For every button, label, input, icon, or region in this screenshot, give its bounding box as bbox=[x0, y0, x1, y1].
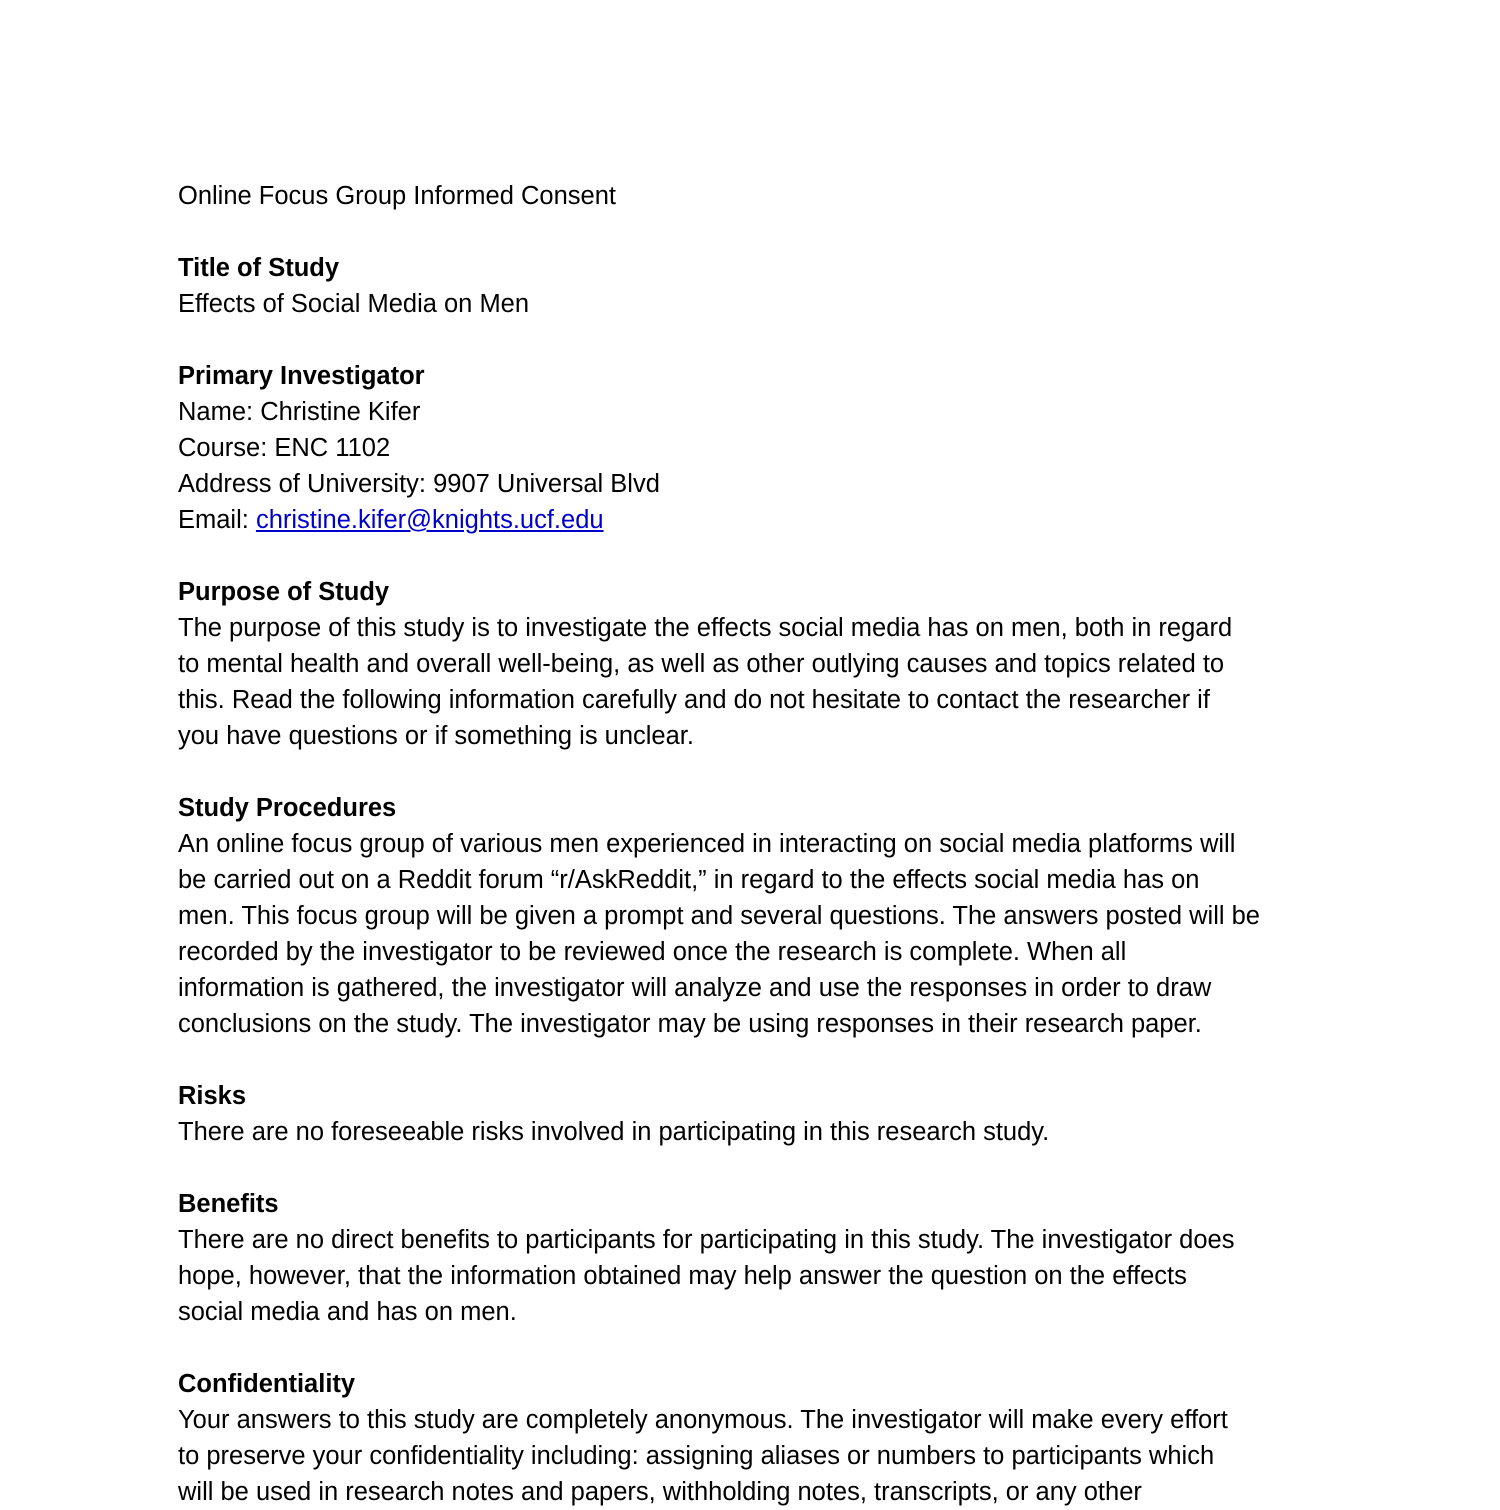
procedures-line: information is gathered, the investigator will analyze and use the responses in order to draw bbox=[178, 974, 1212, 1002]
benefits-heading: Benefits bbox=[178, 1190, 279, 1218]
email-link[interactable]: christine.kifer@knights.ucf.edu bbox=[255, 506, 604, 534]
spacer bbox=[178, 1330, 1328, 1366]
procedures-line: men. This focus group will be given a prompt and several questions. The answers posted will be bbox=[178, 902, 1260, 930]
benefits-line: social media and has on men. bbox=[178, 1298, 517, 1326]
spacer bbox=[178, 322, 1328, 358]
spacer bbox=[178, 214, 1328, 250]
spacer bbox=[178, 1150, 1328, 1186]
investigator-address: Address of University: 9907 Universal Blvd bbox=[178, 470, 660, 498]
procedures-line: recorded by the investigator to be reviewed once the research is complete. When all bbox=[178, 938, 1127, 966]
purpose-line: to mental health and overall well-being, as well as other outlying causes and topics related to bbox=[178, 650, 1225, 678]
purpose-line: you have questions or if something is unclear. bbox=[178, 722, 694, 750]
document-title: Online Focus Group Informed Consent bbox=[178, 182, 616, 210]
consent-document bbox=[178, 178, 1328, 1510]
procedures-line: conclusions on the study. The investigator may be using responses in their research paper. bbox=[178, 1010, 1202, 1038]
benefits-line: hope, however, that the information obtained may help answer the question on the effects bbox=[178, 1262, 1187, 1290]
spacer bbox=[178, 538, 1328, 574]
email-label: Email: bbox=[178, 506, 256, 534]
spacer bbox=[178, 1042, 1328, 1078]
benefits-line: There are no direct benefits to participants for participating in this study. The investigator does bbox=[178, 1226, 1235, 1254]
confidentiality-line: will be used in research notes and papers, withholding notes, transcripts, or any other bbox=[178, 1478, 1142, 1506]
purpose-heading: Purpose of Study bbox=[178, 578, 390, 606]
procedures-line: be carried out on a Reddit forum “r/AskReddit,” in regard to the effects social media has on bbox=[178, 866, 1200, 894]
study-title-text: Effects of Social Media on Men bbox=[178, 290, 530, 318]
investigator-heading: Primary Investigator bbox=[178, 362, 425, 390]
study-title-heading: Title of Study bbox=[178, 254, 340, 282]
risks-heading: Risks bbox=[178, 1082, 247, 1110]
spacer bbox=[178, 754, 1328, 790]
investigator-email-line bbox=[178, 502, 1328, 538]
confidentiality-line: to preserve your confidentiality including: assigning aliases or numbers to participants which bbox=[178, 1442, 1215, 1470]
confidentiality-heading: Confidentiality bbox=[178, 1370, 356, 1398]
purpose-line: The purpose of this study is to investigate the effects social media has on men, both in regard bbox=[178, 614, 1233, 642]
confidentiality-line: Your answers to this study are completely anonymous. The investigator will make every effort bbox=[178, 1406, 1228, 1434]
risks-line: There are no foreseeable risks involved in participating in this research study. bbox=[178, 1118, 1050, 1146]
investigator-name: Name: Christine Kifer bbox=[178, 398, 421, 426]
investigator-course: Course: ENC 1102 bbox=[178, 434, 391, 462]
procedures-line: An online focus group of various men experienced in interacting on social media platforms will bbox=[178, 830, 1236, 858]
purpose-line: this. Read the following information carefully and do not hesitate to contact the researcher if bbox=[178, 686, 1210, 714]
procedures-heading: Study Procedures bbox=[178, 794, 397, 822]
